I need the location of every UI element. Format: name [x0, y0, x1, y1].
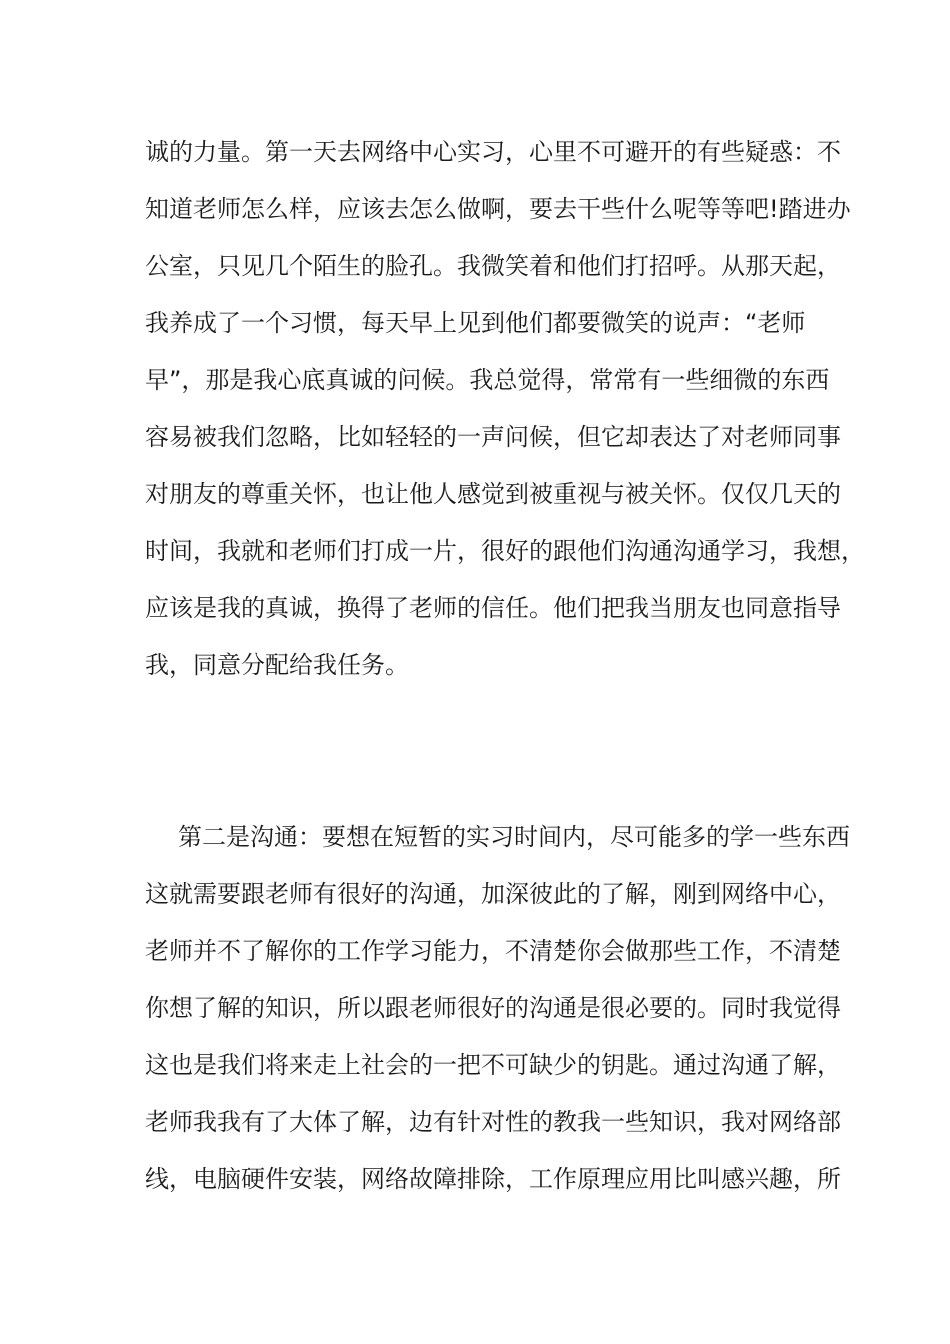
text-line: 我，同意分配给我任务。 [145, 651, 409, 679]
text-line: 早”，那是我心底真诚的问候。我总觉得，常常有一些细微的东西 [145, 366, 830, 394]
text-line: 对朋友的尊重关怀，也让他人感觉到被重视与被关怀。仅仅几天的 [145, 480, 841, 508]
text-line: 老师并不了解你的工作学习能力，不清楚你会做那些工作，不清楚 [145, 937, 841, 965]
text-line: 应该是我的真诚，换得了老师的信任。他们把我当朋友也同意指导 [145, 594, 841, 622]
text-line: 容易被我们忽略，比如轻轻的一声问候，但它却表达了对老师同事 [145, 423, 841, 451]
text-line: 你想了解的知识，所以跟老师很好的沟通是很必要的。同时我觉得 [145, 994, 841, 1022]
text-line: 知道老师怎么样，应该去怎么做啊，要去干些什么呢等等吧!踏进办 [145, 195, 851, 223]
text-line: 时间，我就和老师们打成一片，很好的跟他们沟通沟通学习，我想， [145, 537, 865, 565]
text-line: 线，电脑硬件安装，网络故障排除，工作原理应用比叫感兴趣，所 [145, 1165, 841, 1193]
text-line: 这就需要跟老师有很好的沟通，加深彼此的了解，刚到网络中心， [145, 880, 841, 908]
text-line: 这也是我们将来走上社会的一把不可缺少的钥匙。通过沟通了解， [145, 1051, 841, 1079]
text-line: 老师我我有了大体了解，边有针对性的教我一些知识，我对网络部 [145, 1108, 841, 1136]
text-line: 我养成了一个习惯，每天早上见到他们都要微笑的说声：“老师 [145, 309, 806, 337]
text-line: 第二是沟通：要想在短暂的实习时间内，尽可能多的学一些东西 [178, 823, 850, 851]
text-line: 诚的力量。第一天去网络中心实习，心里不可避开的有些疑惑：不 [145, 138, 841, 166]
text-line: 公室，只见几个陌生的脸孔。我微笑着和他们打招呼。从那天起， [145, 252, 841, 280]
